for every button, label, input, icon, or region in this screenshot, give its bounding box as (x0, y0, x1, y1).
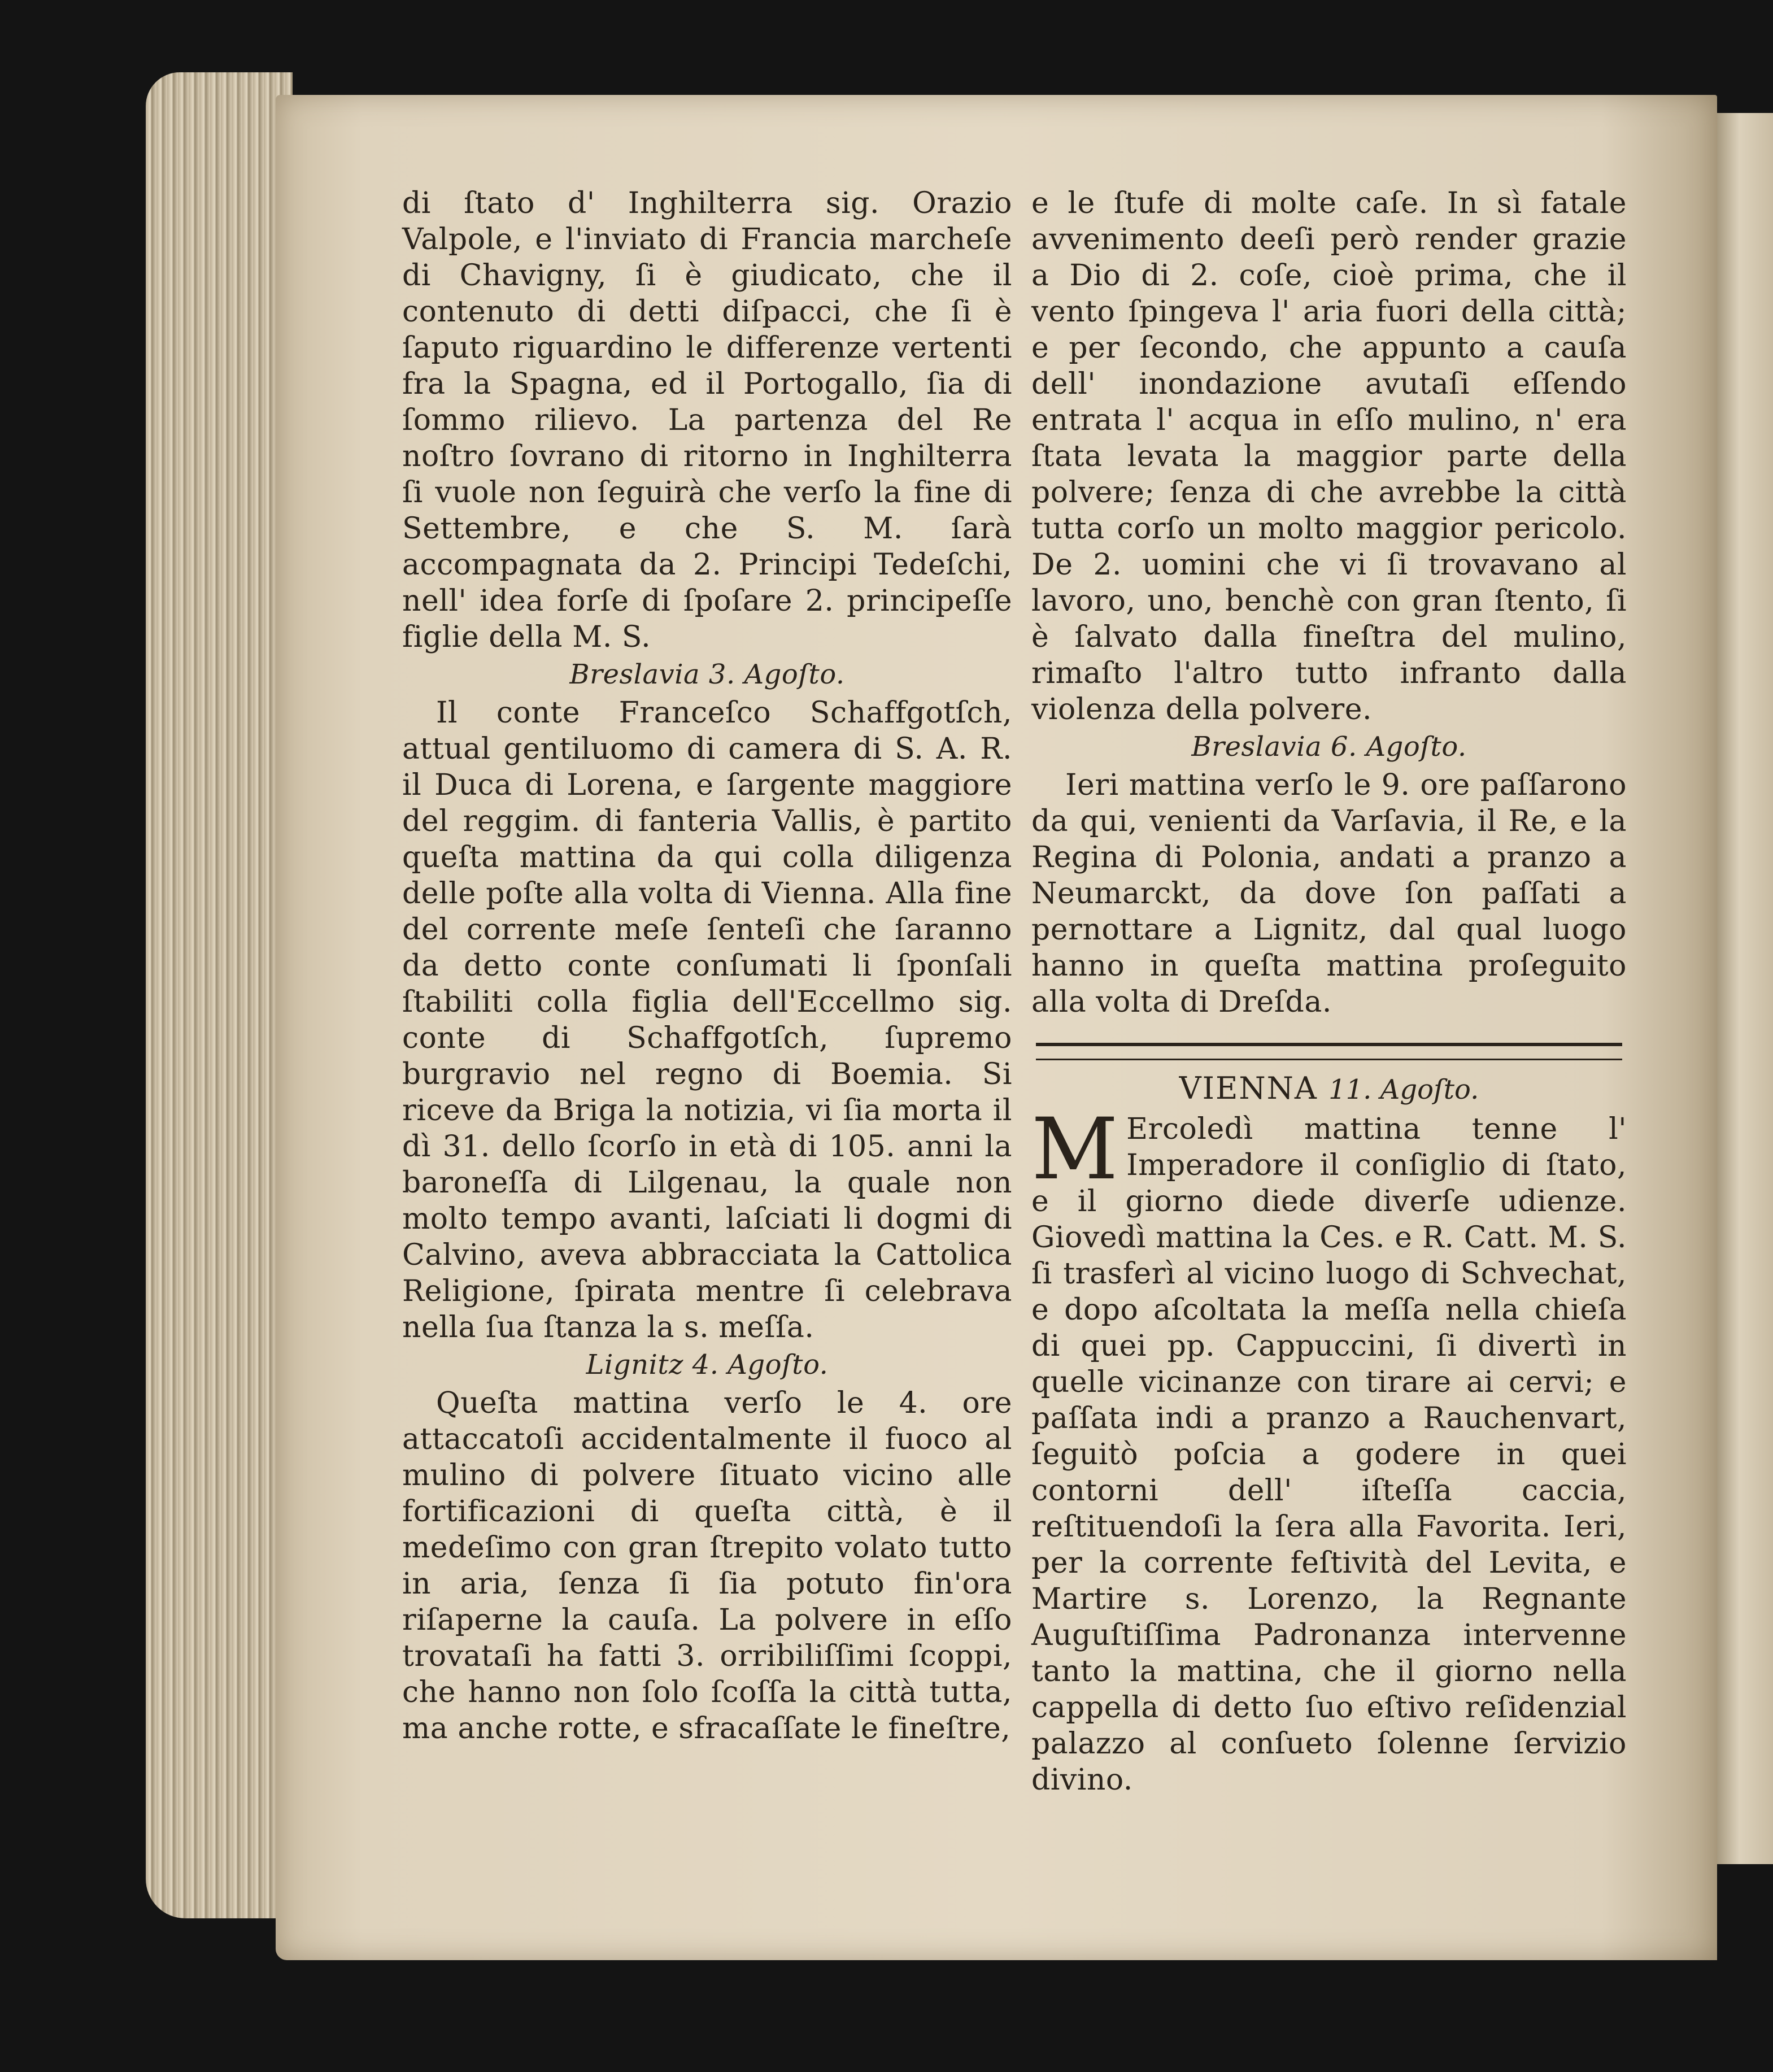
paragraph-body: Ercoledì mattina tenne l' Imperadore il conſiglio di ſtato, e il giorno diede diverſe udienze. Giovedì mattina la Ces. e R. Catt. M. S. ſi trasferì al vicino luogo di Schvechat, e dopo aſcoltata la meſſa nella chieſa di quei pp. Cappuccini, ſi divertì in quelle vicinanze con tirare ai cervi; e paſſata indi a pranzo a Rauchenvart, ſeguitò poſcia a godere in quei contorni dell' iſteſſa caccia, reſtituendoſi la ſera alla Favorita. Ieri, per la corrente feſtività del Levita, e Martire s. Lorenzo, la Regnante Auguſtiſſima Padronanza intervenne tanto la mattina, che il giorno nella cappella di detto ſuo eſtivo reſidenzial palazzo al conſueto ſolenne ſervizio divino. (1031, 1112, 1627, 1797)
section-divider (1036, 1043, 1622, 1060)
heading-city: VIENNA (1179, 1070, 1318, 1106)
dateline: Breslavia 3. Agoſto. (569, 659, 845, 690)
paragraph: e le ſtufe di molte caſe. In sì fatale avvenimento deeſi però render grazie a Dio di 2. coſe, cioè prima, che il vento ſpingeva l' aria fuori della città; e per ſecondo, che appunto a cauſa dell' inondazione avutaſi eſſendo entrata l' acqua in eſſo mulino, n' era ſtata levata la maggior parte della polvere; ſenza di che avrebbe la città tutta corſo un molto maggior pericolo. De 2. uomini che vi ſi trovavano al lavoro, uno, benchè con gran ſtento, ſi è ſalvato dalla fineſtra del mulino, rimaſto l'altro tutto infranto dalla violenza della polvere. (1031, 186, 1627, 726)
heading-date: 11. Agoſto. (1328, 1074, 1479, 1105)
paragraph: Il conte Franceſco Schaffgotſch, attual gentiluomo di camera di S. A. R. il Duca di Lorena, e ſargente maggiore del reggim. di fanteria Vallis, è partito queſta mattina da qui colla diligenza delle poſte alla volta di Vienna. Alla fine del corrente meſe ſenteſi che ſaranno da detto conte conſumati li ſponſali ſtabiliti colla figlia dell'Eccellmo sig. conte di Schaffgotſch, ſupremo burgravio nel regno di Boemia. Si riceve da Briga la notizia, vi ſia morta il dì 31. dello ſcorſo in età di 105. anni la baroneſſa di Lilgenau, la quale non molto tempo avanti, laſciati li dogmi di Calvino, aveva abbracciata la Cattolica Religione, ſpirata mentre ſi celebrava nella ſua ſtanza la s. meſſa. (402, 696, 1012, 1344)
book-page-edges (146, 72, 293, 1918)
adjacent-page-edge (1717, 113, 1773, 1864)
paragraph: Queſta mattina verſo le 4. ore attaccatoſi accidentalmente il fuoco al mulino di polvere ſituato vicino alle fortificazioni di queſta città, è il medeſimo con gran ſtrepito volato tutto in aria, ſenza ſi ſia potuto fin'ora riſaperne la cauſa. La polvere in eſſo trovataſi ha fatti 3. orribiliſſimi ſcoppi, che hanno non ſolo ſcoſſa la città tutta, ma anche rotte, e sfracaſſate le fineſtre, (402, 1386, 1012, 1745)
paragraph: di ſtato d' Inghilterra sig. Orazio Valpole, e l'inviato di Francia marcheſe di Chavigny, ſi è giudicato, che il contenuto di detti diſpacci, che ſi è ſaputo riguardino le differenze vertenti fra la Spagna, ed il Portogallo, ſia di ſommo rilievo. La partenza del Re noſtro ſovrano di ritorno in Inghilterra ſi vuole non ſeguirà che verſo la fine di Settembre, e che S. M. ſarà accompagnata da 2. Principi Tedeſchi, nell' idea forſe di ſpoſare 2. principeſſe figlie della M. S. (402, 186, 1012, 654)
right-column (1031, 185, 1627, 1798)
section-heading (1031, 1070, 1627, 1108)
dateline: Lignitz 4. Agoſto. (586, 1349, 829, 1381)
drop-cap: M (1031, 1100, 1119, 1199)
left-column (402, 185, 1012, 1747)
dateline: Breslavia 6. Agoſto. (1191, 731, 1467, 763)
paragraph: Ieri mattina verſo le 9. ore paſſarono da qui, venienti da Varſavia, il Re, e la Regina di Polonia, andati a pranzo a Neumarckt, da dove ſon paſſati a pernottare a Lignitz, dal qual luogo hanno in queſta mattina proſeguito alla volta di Dreſda. (1031, 768, 1627, 1019)
paragraph (1031, 1100, 1627, 1798)
